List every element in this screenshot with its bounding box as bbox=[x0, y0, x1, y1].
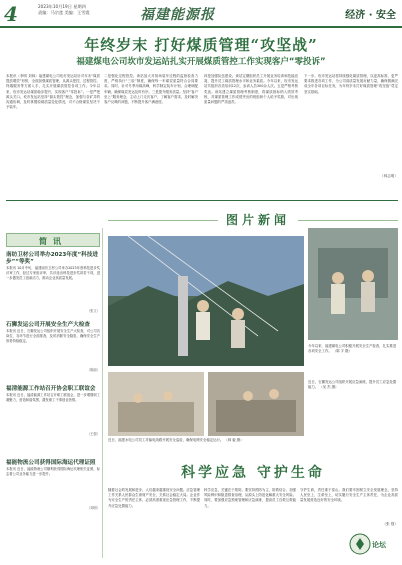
brief-item bbox=[6, 386, 100, 436]
brief-item bbox=[6, 460, 100, 510]
lead-column-1: 本报讯（李明 刘林）福建煤电公司坎市发运站针对年末“煤质提质增效”形势，全面加强煤质管理，从源头把控、过程管控、终端服务等方面入手，扎实开展煤质管控各项工作。今年以来，坎市发运站煤质稳步提升，实现客户“零投诉”。一是严把源头关口。坎市发运站坚持“源头管控”理念，加强与各矿井的沟通协调，及时掌握原煤质量变化情况，对不合格煤炭坚决不予装车。 bbox=[6, 74, 100, 110]
issue-editors: 责编：马宗莲 美编：王雪霞 bbox=[38, 10, 90, 15]
science-column-2: 科学应急，关键在于预防。要坚持预防为主、防救结合，加强风险辨识和隐患排查治理，从源头上防范化解重大安全风险。同时，要加强应急预案管理和应急演练，提高员工自救互救能力。 bbox=[204, 488, 296, 508]
brief-source: （王强） bbox=[86, 432, 100, 436]
section-divider bbox=[6, 200, 398, 201]
side-photo-caption bbox=[308, 344, 398, 354]
issue-date: 2023年10月19日 星期四 bbox=[38, 4, 86, 9]
bottom-photo-left bbox=[108, 372, 204, 436]
brief-title: 南纺卫材公司举办2023年度“科技进步”“等奖” bbox=[6, 252, 98, 265]
brief-item bbox=[6, 322, 100, 372]
bottom-photo-credit: （吴 杰 摄） bbox=[319, 385, 339, 389]
safety-forum-logo bbox=[348, 528, 398, 560]
main-photo-illustration bbox=[108, 236, 304, 366]
brief-source: （张文） bbox=[86, 309, 100, 313]
brief-banner bbox=[6, 233, 100, 247]
photo-news-label: 图片新闻 bbox=[218, 211, 298, 231]
section-name: 经济 · 安全 bbox=[345, 10, 396, 21]
brief-source: （陈丽） bbox=[86, 368, 100, 372]
science-byline: （张 强） bbox=[382, 522, 398, 526]
science-column-3-text: 守护生命，责任重于泰山。我们要牢固树立安全发展理念，坚持人民至上、生命至上，切实履行安全生产主体责任，为企业高质量发展营造良好的安全环境。 bbox=[300, 488, 398, 503]
main-photo-credit: （林 毅 摄） bbox=[224, 438, 244, 442]
brief-text: 本报讯 近日，福能物流公司顺利获得国际海运代理相关证照，标志着公司业务能力进一步提升。 bbox=[6, 467, 100, 476]
main-photo-caption-text: 近日，福建水电公司员工对输电线路开展安全巡检，确保电网安全稳定运行。 bbox=[108, 438, 224, 442]
brief-title: 福能物流公司获得国际海运代理证照 bbox=[6, 460, 96, 466]
lead-column-2: 二是强化过程管控。该站加大对现场装车过程的监督检查力度，严格执行“三检”制度，确保每一车煤炭质量符合合同要求。同时，针对冬季用煤高峰，科学制定装车计划，合理调配车辆，确保煤炭发运及时有序。三是提升服务质量。坚持“客户至上”服务理念，主动上门走访客户，了解客户需求，及时解决客户反映的问题，不断提升客户满意度。 bbox=[104, 74, 198, 105]
brief-title: 福清能源工作站召开协会职工联谊会 bbox=[6, 386, 96, 392]
main-photo bbox=[108, 236, 304, 366]
brief-source: （刘明） bbox=[86, 506, 100, 510]
column-rule bbox=[102, 228, 103, 558]
bottom-photo-left-illustration bbox=[108, 372, 204, 436]
lead-subheadline: 福建煤电公司坎市发运站扎实开展煤质管控工作实现客户“零投诉” bbox=[76, 57, 326, 67]
brief-text: 本报讯 近日，石狮发运公司组织开展安全生产大检查，对公司各岗位、各环节进行全面排查，及时消除安全隐患，确保安全生产形势持续稳定。 bbox=[6, 329, 100, 343]
side-photo bbox=[308, 228, 398, 340]
side-photo-illustration bbox=[308, 228, 398, 340]
brief-text: 本报讯 10月中旬，福建南纺卫材公司举办2023年度科技进步奖评审工作，经过专家组评审，共评选出科技进步奖项若干项，进一步激发员工创新活力，推动企业高质量发展。 bbox=[6, 266, 100, 280]
main-photo-caption bbox=[108, 438, 304, 443]
brief-title: 石狮发运公司开展安全生产大检查 bbox=[6, 322, 90, 328]
brief-item bbox=[6, 252, 100, 313]
bottom-photo-caption bbox=[308, 380, 398, 390]
brief-text: 本报讯 近日，福清能源工作站召开职工联谊会，进一步增强职工凝聚力，营造和谐氛围，激发职工干事创业热情。 bbox=[6, 393, 100, 402]
science-column-1: 随着社会的发展和进步，人们越来越重视安全问题。应急管理工作关系人民群众生命财产安全，关系社会稳定大局。企业作为安全生产的责任主体，必须高度重视应急管理工作，不断提升应急处置能力。 bbox=[108, 488, 200, 508]
safety-forum-logo-graphic bbox=[348, 528, 398, 560]
science-section-title: 科学应急 守护生命 bbox=[181, 465, 325, 481]
bottom-photo-right bbox=[208, 372, 304, 436]
lead-column-3: 四是加强队伍建设。该站定期组织员工开展业务培训和技能竞赛，提升员工煤质管理水平和业务素质。今年以来，坎市发运站共组织各类培训12次，参训人员300余人次。五是严格考核奖惩。该站建立煤质管理考核制度，将煤质指标纳入绩效考核，对煤质管理工作成绩突出的班组和个人给予奖励，对出现质量问题的严肃追责。 bbox=[204, 74, 298, 105]
side-photo-credit: （陈 宇 摄） bbox=[332, 349, 352, 353]
lead-column-4-text: 下一步，坎市发运站将持续强化煤质管理，以更高标准、更严要求推进各项工作，为公司高质量发展贡献力量，确保圆满完成全年各项目标任务，为年终岁末打好煤质管理“攻坚战”奠定坚实基础。 bbox=[304, 74, 398, 94]
lead-headline: 年终岁末 打好煤质管理“攻坚战” bbox=[84, 36, 318, 54]
issue-info bbox=[38, 4, 90, 16]
brief-banner-label: 简讯 bbox=[39, 237, 67, 246]
bottom-photo-right-illustration bbox=[208, 372, 304, 436]
lead-column-4 bbox=[304, 74, 398, 194]
masthead bbox=[0, 0, 402, 28]
page-number: 4 bbox=[4, 2, 18, 26]
side-photo-caption-text: 今年以来，福建煤电公司积极开展安全生产检查，扎实推进各项安全工作。 bbox=[308, 344, 397, 353]
bottom-photo-caption-text: 近日，石狮发运公司组织开展应急演练，提升员工应急处置能力。 bbox=[308, 380, 397, 389]
lead-byline: （林志明） bbox=[380, 174, 398, 178]
svg-text:论坛: 论坛 bbox=[372, 540, 386, 549]
paper-name: 福建能源报 bbox=[140, 7, 215, 23]
